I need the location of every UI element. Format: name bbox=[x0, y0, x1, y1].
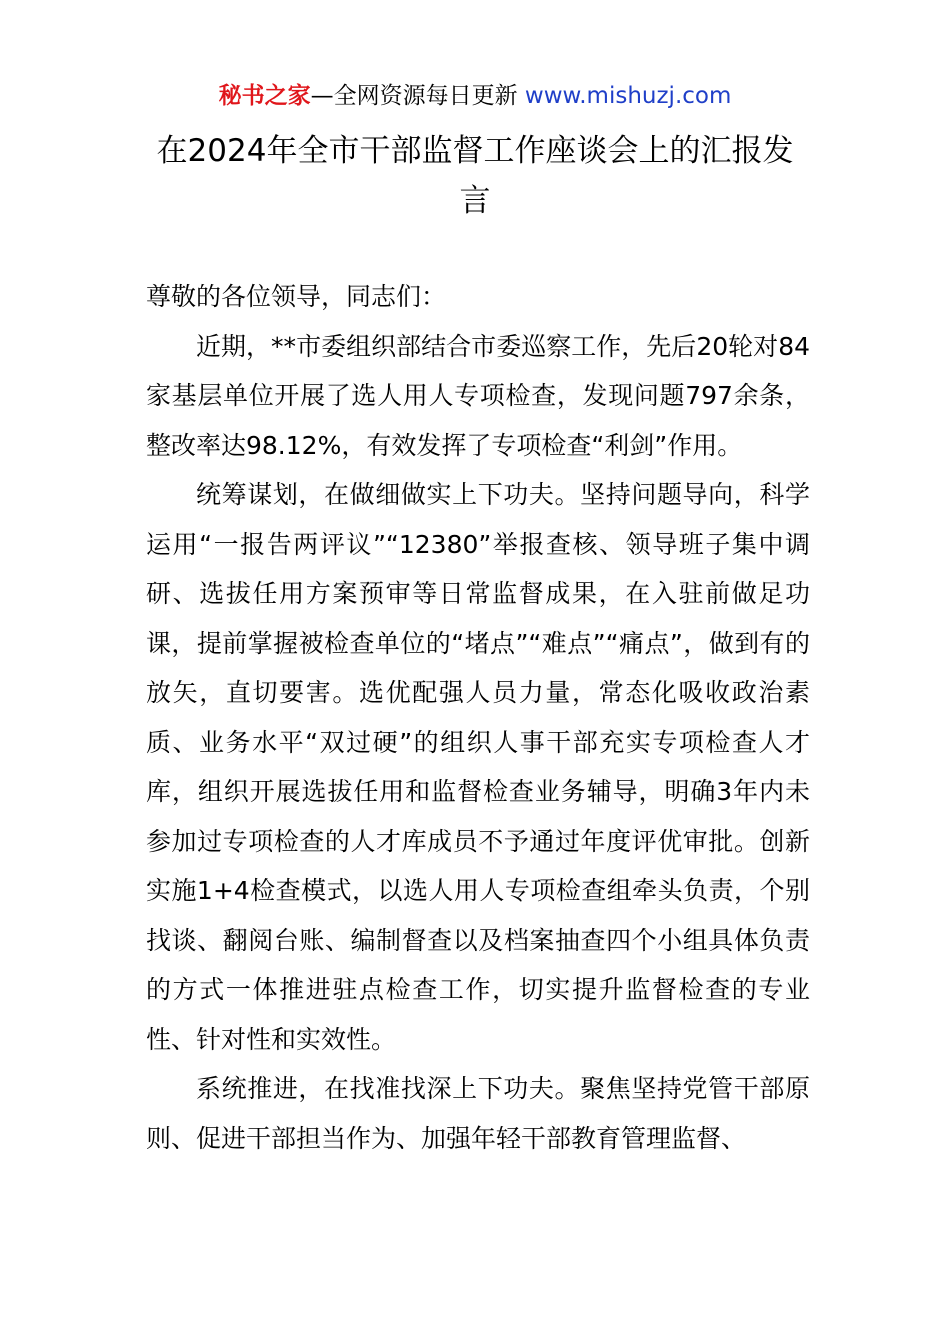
paragraph: 系统推进，在找准找深上下功夫。聚焦坚持党管干部原则、促进干部担当作为、加强年轻干部教育管理监督、 bbox=[146, 1074, 810, 1153]
header-tagline: —全网资源每日更新 bbox=[310, 83, 518, 109]
document-title: 在2024年全市干部监督工作座谈会上的汇报发言 bbox=[156, 133, 794, 219]
paragraph: 统筹谋划，在做细做实上下功夫。坚持问题导向，科学运用“一报告两评议”“12380”举报查核、领导班子集中调研、选拔任用方案预审等日常监督成果，在入驻前做足功课，提前掌握被检查单位的“堵点”“难点”“痛点”，做到有的放矢，直切要害。选优配强人员力量，常态化吸收政治素质、业务水平“双过硬”的组织人事干部充实专项检查人才库，组织开展选拔任用和监督检查业务辅导，明确3年内未参加过专项检查的人才库成员不予通过年度评优审批。创新实施1+4检查模式，以选人用人专项检查组牵头负责，个别找谈、翻阅台账、编制督查以及档案抽查四个小组具体负责的方式一体推进驻点检查工作，切实提升监督检查的专业性、针对性和实效性。 bbox=[146, 480, 810, 1054]
site-header bbox=[0, 80, 950, 112]
document-body bbox=[146, 272, 810, 1163]
paragraph: 近期，**市委组织部结合市委巡察工作，先后20轮对84家基层单位开展了选人用人专项检查，发现问题797余条，整改率达98.12%，有效发挥了专项检查“利剑”作用。 bbox=[146, 331, 810, 460]
site-url: www.mishuzj.com bbox=[524, 83, 732, 109]
brand-name: 秘书之家 bbox=[218, 83, 311, 109]
salutation: 尊敬的各位领导，同志们： bbox=[146, 282, 447, 311]
